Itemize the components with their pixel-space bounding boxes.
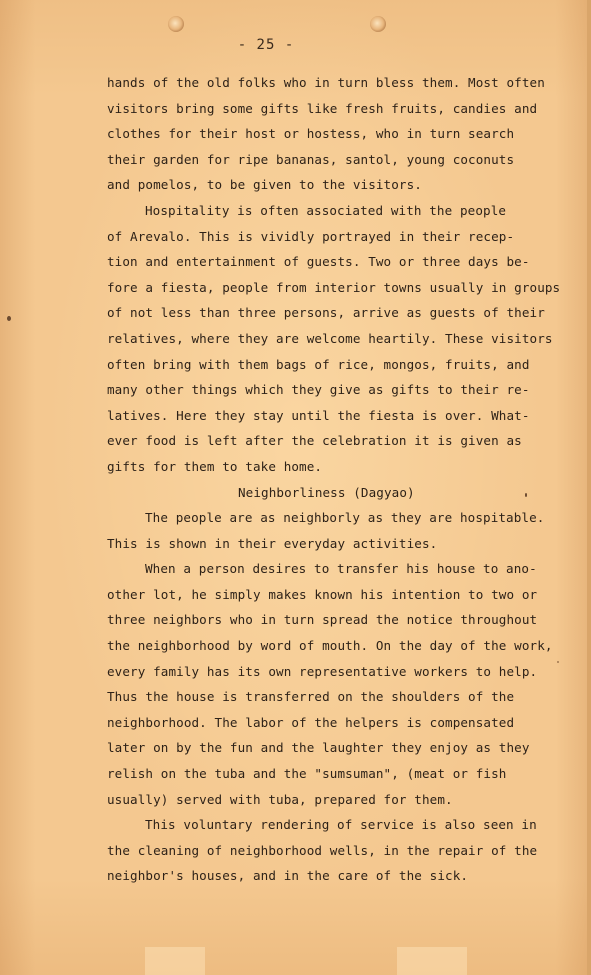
punch-hole-icon [370, 16, 386, 32]
section-heading: Neighborliness (Dagyao) [238, 484, 415, 500]
text-line: usually) served with tuba, prepared for them. [107, 791, 453, 807]
paper-speck [557, 661, 559, 663]
paper-edge [587, 0, 591, 975]
text-line: many other things which they give as gifts to their re- [107, 382, 530, 398]
text-line: three neighbors who in turn spread the notice throughout [107, 612, 538, 628]
text-line: ever food is left after the celebration it is given as [107, 433, 522, 449]
text-line: other lot, he simply makes known his intention to two or [107, 586, 538, 602]
page-footer-area [0, 945, 591, 975]
text-line: relish on the tuba and the "sumsuman", (meat or fish [107, 766, 507, 782]
text-line: of Arevalo. This is vividly portrayed in their recep- [107, 228, 515, 244]
text-line: gifts for them to take home. [107, 458, 323, 474]
text-line: neighborhood. The labor of the helpers is compensated [107, 714, 515, 730]
text-line: When a person desires to transfer his house to ano- [145, 561, 537, 577]
page-number: - 25 - [237, 37, 295, 53]
text-line: visitors bring some gifts like fresh fruits, candies and [107, 100, 538, 116]
text-line: The people are as neighborly as they are hospitable. [145, 510, 545, 526]
text-line: This voluntary rendering of service is also seen in [145, 817, 537, 833]
paper-speck [525, 493, 527, 497]
text-line: the neighborhood by word of mouth. On the day of the work, [107, 638, 553, 654]
punch-hole-icon [168, 16, 184, 32]
text-line: the cleaning of neighborhood wells, in the repair of the [107, 842, 538, 858]
text-line: fore a fiesta, people from interior towns usually in groups [107, 279, 561, 295]
text-line: every family has its own representative workers to help. [107, 663, 538, 679]
text-line: their garden for ripe bananas, santol, young coconuts [107, 151, 515, 167]
typewritten-text [107, 70, 561, 889]
text-line: Hospitality is often associated with the people [145, 202, 507, 218]
text-line: This is shown in their everyday activities. [107, 535, 438, 551]
text-line: tion and entertainment of guests. Two or three days be- [107, 254, 530, 270]
text-line: often bring with them bags of rice, mongos, fruits, and [107, 356, 530, 372]
text-line: hands of the old folks who in turn bless them. Most often [107, 75, 545, 90]
text-line: and pomelos, to be given to the visitors. [107, 177, 422, 193]
text-line: Thus the house is transferred on the shoulders of the [107, 689, 515, 705]
paper-stain [397, 947, 467, 975]
paper-speck [7, 316, 11, 321]
text-line: later on by the fun and the laughter they enjoy as they [107, 740, 530, 756]
paper-stain [145, 947, 205, 975]
text-line: clothes for their host or hostess, who in turn search [107, 126, 515, 142]
text-line: neighbor's houses, and in the care of the sick. [107, 868, 469, 884]
text-line: latives. Here they stay until the fiesta is over. What- [107, 407, 530, 423]
text-line: relatives, where they are welcome heartily. These visitors [107, 330, 553, 346]
text-line: of not less than three persons, arrive as guests of their [107, 305, 545, 321]
